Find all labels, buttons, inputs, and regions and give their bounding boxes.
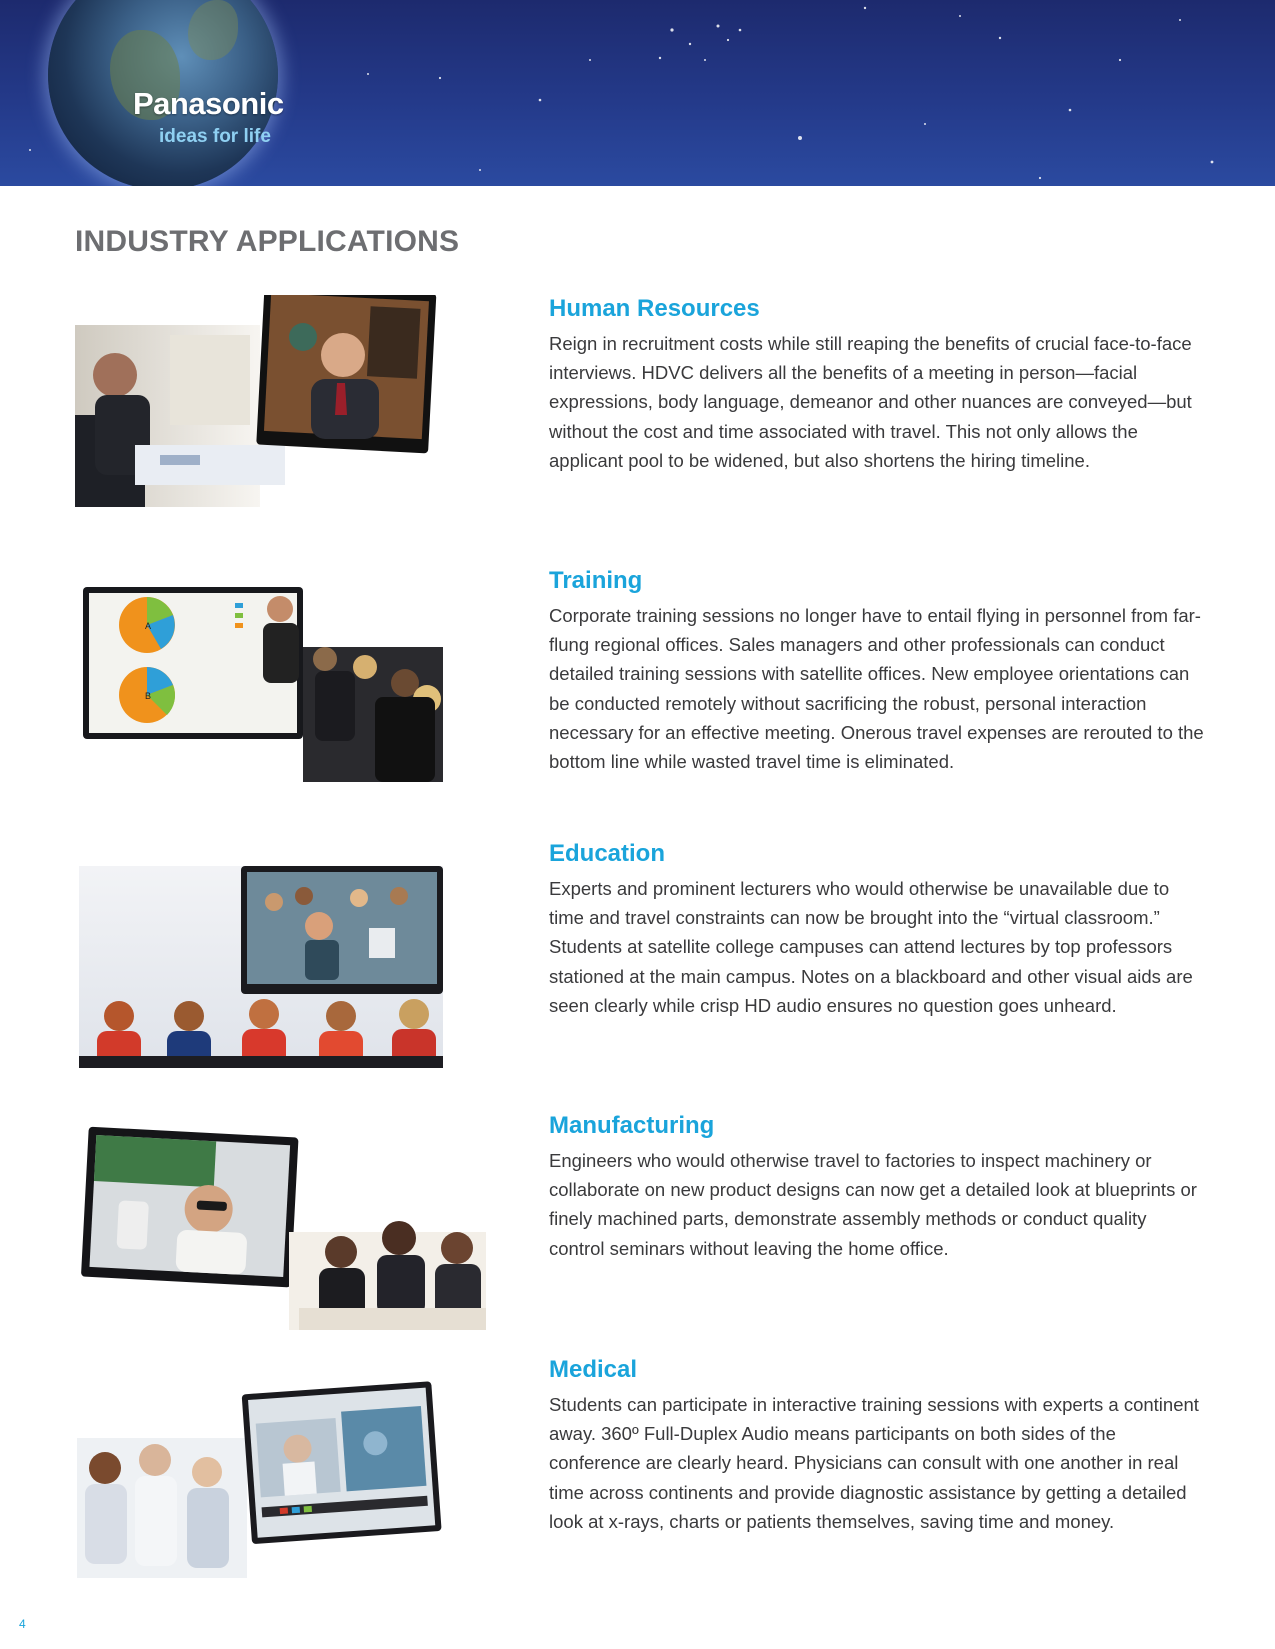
section-medical <box>0 1356 1275 1581</box>
human-resources-photo <box>75 295 443 507</box>
header-banner <box>0 0 1275 186</box>
medical-heading: Medical <box>549 1356 638 1383</box>
section-manufacturing <box>0 1112 1275 1332</box>
medical-body: Students can participate in interactive training sessions with experts a continent away. 360º Full-Duplex Audio means participants on both sides of the conference are clearly heard. Physicians can consult with one another in real time across continents and provide diagnostic assistance by getting a detailed look at x-rays, charts or patients themselves, saving time and money. <box>549 1394 1199 1532</box>
manufacturing-heading: Manufacturing <box>549 1112 715 1139</box>
human-resources-heading: Human Resources <box>549 295 760 322</box>
page-title: INDUSTRY APPLICATIONS <box>75 225 460 258</box>
medical-photo <box>77 1368 445 1578</box>
education-body: Experts and prominent lecturers who would otherwise be unavailable due to time and travel constraints can now be brought into the “virtual classroom.” Students at satellite college campuses can attend lectures by top professors stationed at the main campus. Notes on a blackboard and other visual aids are seen clearly while crisp HD audio ensures no question goes unheard. <box>549 878 1193 1016</box>
education-photo <box>79 866 443 1068</box>
human-resources-body: Reign in recruitment costs while still reaping the benefits of crucial face-to-face interviews. HDVC delivers all the benefits of a meeting in person—facial expressions, body language, demeanor and other nuances are conveyed—but without the cost and time associated with travel. This not only allows the applicant pool to be widened, but also shortens the hiring timeline. <box>549 333 1192 471</box>
training-heading: Training <box>549 567 643 594</box>
brand-tagline: ideas for life <box>159 126 271 147</box>
brand-logo: Panasonic <box>133 86 284 121</box>
manufacturing-photo <box>79 1112 486 1330</box>
page-number: 4 <box>19 1617 26 1631</box>
section-education <box>0 840 1275 1070</box>
education-heading: Education <box>549 840 666 867</box>
chart-label-a: A <box>145 621 152 631</box>
training-body: Corporate training sessions no longer have to entail flying in personnel from far-flung regional offices. Sales managers and other professionals can conduct detailed training sessions with satellite offices. New employee orientations can be conducted remotely without sacrificing the robust, personal interaction necessary for an effective meeting. Onerous travel expenses are rerouted to the bottom line while wasted travel time is eliminated. <box>549 605 1204 773</box>
chart-label-b: B <box>145 691 152 701</box>
manufacturing-body: Engineers who would otherwise travel to factories to inspect machinery or collaborate on new product designs can now get a detailed look at blueprints or finely machined parts, demonstrate assembly methods or conduct quality control seminars without leaving the home office. <box>549 1150 1197 1259</box>
training-photo <box>75 567 443 782</box>
section-human-resources <box>0 295 1275 510</box>
section-training <box>0 567 1275 782</box>
